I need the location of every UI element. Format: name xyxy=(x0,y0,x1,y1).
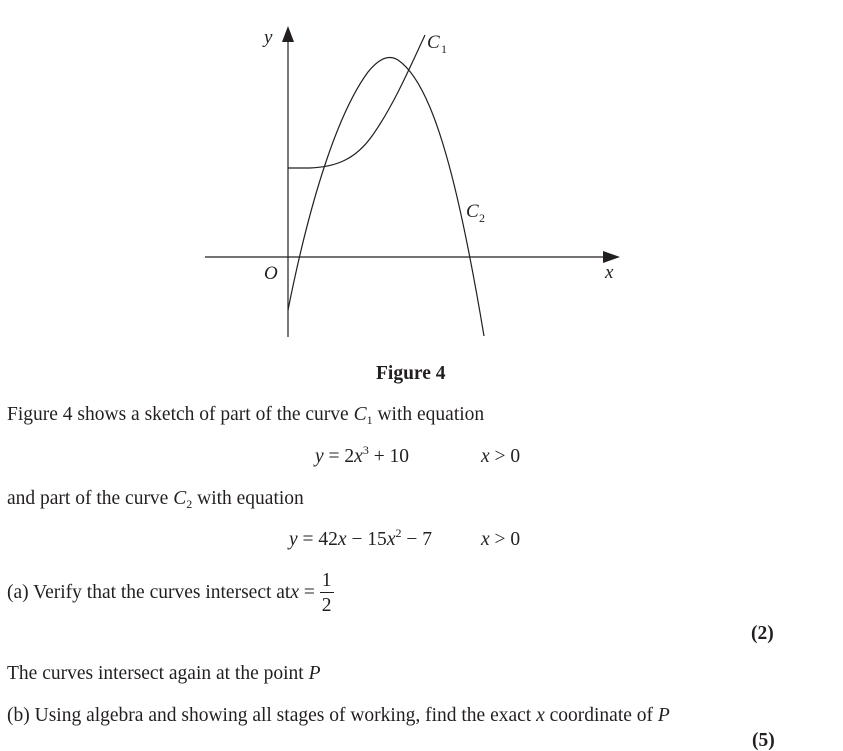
eq2-power: 2 xyxy=(395,526,402,540)
line2-curve-c: C xyxy=(173,488,187,509)
y-axis-arrow-icon xyxy=(282,26,294,42)
eq2-a: = 42 xyxy=(297,529,338,550)
line2-curve-sub: 2 xyxy=(186,497,193,511)
origin-label: O xyxy=(264,263,278,284)
qb-P: P xyxy=(657,705,670,726)
eq1-cond-x: x xyxy=(481,446,490,467)
figure-sketch xyxy=(0,0,843,345)
question-a-marks: (2) xyxy=(751,623,774,644)
qa-fraction xyxy=(320,571,334,616)
axis-y-label: y xyxy=(264,27,273,48)
equation-c1-condition xyxy=(481,447,520,467)
qb-mid: coordinate of xyxy=(544,705,658,726)
p-line-P: P xyxy=(308,663,321,684)
eq1-mid: = 2 xyxy=(323,446,355,467)
qa-fraction-denominator: 2 xyxy=(321,595,332,616)
figure-4 xyxy=(0,0,843,345)
qb-x: x xyxy=(536,705,545,726)
eq2-b: − 15 xyxy=(346,529,387,550)
curve-c1 xyxy=(288,35,425,168)
p-line-text: The curves intersect again at the point xyxy=(7,663,309,684)
qa-fraction-numerator: 1 xyxy=(320,571,334,594)
curve2-intro-line xyxy=(7,489,304,509)
curve-c1-subscript: 1 xyxy=(441,42,447,56)
curve-c1-label: C xyxy=(427,32,440,53)
curve-c2 xyxy=(288,58,484,336)
line2-text-1: and part of the curve xyxy=(7,488,174,509)
equation-c2 xyxy=(289,526,432,550)
eq2-cond-x: x xyxy=(481,529,490,550)
eq2-c: − 7 xyxy=(401,529,432,550)
qa-text: (a) Verify that the curves intersect at xyxy=(7,582,291,604)
eq1-x: x xyxy=(354,446,363,467)
question-b-marks: (5) xyxy=(752,730,775,751)
point-p-line xyxy=(7,664,321,684)
curve-c2-subscript: 2 xyxy=(479,211,485,225)
qa-eq: = xyxy=(299,582,320,604)
eq1-y: y xyxy=(315,446,324,467)
eq2-cond: > 0 xyxy=(489,529,521,550)
intro-line xyxy=(7,405,484,425)
intro-text-1: Figure 4 shows a sketch of part of the curve xyxy=(7,404,354,425)
axis-x-label: x xyxy=(605,262,614,283)
qb-text: (b) Using algebra and showing all stages of working, find the exact xyxy=(7,705,537,726)
figure-caption: Figure 4 xyxy=(376,363,446,384)
eq1-end: + 10 xyxy=(368,446,410,467)
equation-c2-condition xyxy=(481,530,520,550)
intro-curve-sub: 1 xyxy=(366,413,373,427)
question-a xyxy=(7,569,334,617)
eq1-cond: > 0 xyxy=(489,446,521,467)
curve-c2-label: C xyxy=(466,201,479,222)
eq1-power: 3 xyxy=(362,443,369,457)
eq2-x2: x xyxy=(386,529,396,550)
eq2-y: y xyxy=(289,529,298,550)
qa-x: x xyxy=(290,582,300,604)
line2-text-2: with equation xyxy=(192,488,304,509)
eq2-x: x xyxy=(337,529,347,550)
equation-c1 xyxy=(315,443,410,467)
question-b xyxy=(7,706,670,726)
intro-curve-c: C xyxy=(353,404,367,425)
intro-text-2: with equation xyxy=(372,404,485,425)
